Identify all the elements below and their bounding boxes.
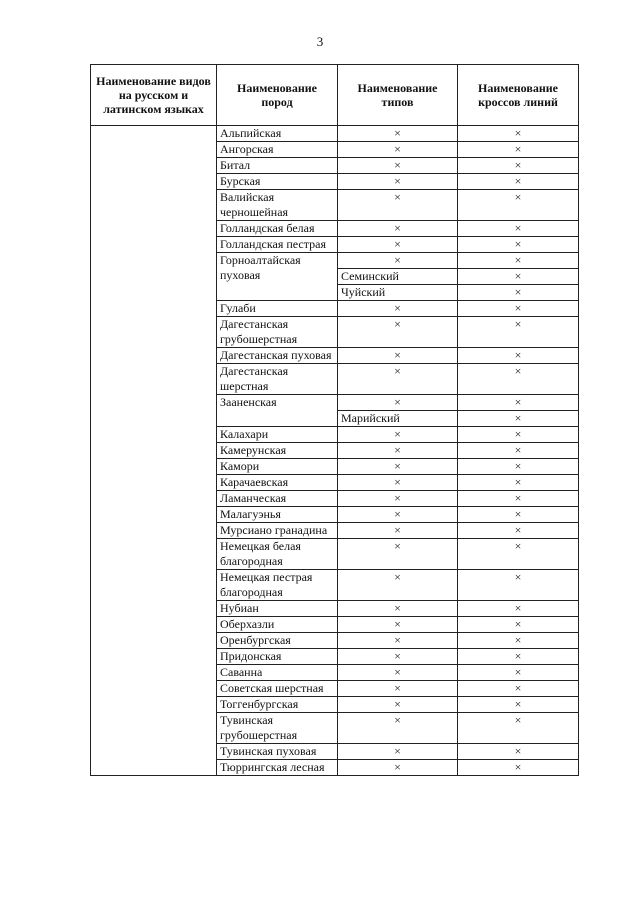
breed-cell: Голландская белая xyxy=(217,221,338,237)
cross-cell: × xyxy=(458,221,579,237)
type-cell: × xyxy=(338,301,458,317)
type-cell: × xyxy=(338,601,458,617)
header-breeds: Наименование пород xyxy=(217,65,338,126)
breed-cell: Валийская черношейная xyxy=(217,190,338,221)
type-cell: × xyxy=(338,158,458,174)
cross-cell: × xyxy=(458,174,579,190)
type-cell: × xyxy=(338,760,458,776)
breed-cell: Гулаби xyxy=(217,301,338,317)
cross-cell: × xyxy=(458,364,579,395)
cross-cell: × xyxy=(458,697,579,713)
breed-cell: Тюррингская лесная xyxy=(217,760,338,776)
cross-cell: × xyxy=(458,427,579,443)
breeds-table xyxy=(90,64,579,776)
breed-cell: Карачаевская xyxy=(217,475,338,491)
species-cell xyxy=(91,126,217,776)
type-cell: × xyxy=(338,126,458,142)
type-cell: × xyxy=(338,221,458,237)
type-cell: × xyxy=(338,317,458,348)
cross-cell: × xyxy=(458,459,579,475)
type-cell: × xyxy=(338,348,458,364)
cross-cell: × xyxy=(458,317,579,348)
breed-cell: Саванна xyxy=(217,665,338,681)
cross-cell: × xyxy=(458,158,579,174)
type-cell: × xyxy=(338,190,458,221)
cross-cell: × xyxy=(458,348,579,364)
header-species: Наименование видов на русском и латинском языках xyxy=(91,65,217,126)
breed-cell: Ламанческая xyxy=(217,491,338,507)
breed-cell: Дагестанская грубошерстная xyxy=(217,317,338,348)
cross-cell: × xyxy=(458,633,579,649)
type-cell: × xyxy=(338,523,458,539)
breed-cell: Камори xyxy=(217,459,338,475)
type-cell: × xyxy=(338,570,458,601)
type-cell: × xyxy=(338,427,458,443)
cross-cell: × xyxy=(458,395,579,411)
cross-cell: × xyxy=(458,507,579,523)
breed-cell: Битал xyxy=(217,158,338,174)
breed-cell: Дагестанская пуховая xyxy=(217,348,338,364)
cross-cell: × xyxy=(458,713,579,744)
breed-cell: Немецкая пестрая благородная xyxy=(217,570,338,601)
breed-cell: Калахари xyxy=(217,427,338,443)
type-cell: Чуйский xyxy=(338,285,458,301)
breed-cell: Оберхазли xyxy=(217,617,338,633)
header-row xyxy=(91,65,579,126)
table-row xyxy=(91,126,579,142)
cross-cell: × xyxy=(458,523,579,539)
type-cell: × xyxy=(338,617,458,633)
breed-cell: Нубиан xyxy=(217,601,338,617)
type-cell: × xyxy=(338,744,458,760)
cross-cell: × xyxy=(458,539,579,570)
cross-cell: × xyxy=(458,491,579,507)
breed-cell: Советская шерстная xyxy=(217,681,338,697)
cross-cell: × xyxy=(458,443,579,459)
cross-cell: × xyxy=(458,126,579,142)
table-body xyxy=(91,126,579,776)
breed-cell: Ангорская xyxy=(217,142,338,158)
breed-cell: Дагестанская шерстная xyxy=(217,364,338,395)
cross-cell: × xyxy=(458,301,579,317)
type-cell: × xyxy=(338,649,458,665)
breed-cell: Голландская пестрая xyxy=(217,237,338,253)
type-cell: × xyxy=(338,681,458,697)
type-cell: × xyxy=(338,364,458,395)
page-number: 3 xyxy=(316,34,324,49)
cross-cell: × xyxy=(458,142,579,158)
breed-cell: Тувинская пуховая xyxy=(217,744,338,760)
cross-cell: × xyxy=(458,744,579,760)
cross-cell: × xyxy=(458,253,579,269)
type-cell: × xyxy=(338,697,458,713)
type-cell: × xyxy=(338,633,458,649)
cross-cell: × xyxy=(458,269,579,285)
type-cell: Семинский xyxy=(338,269,458,285)
cross-cell: × xyxy=(458,475,579,491)
breed-cell: Горноалтайская пуховая xyxy=(217,253,338,301)
breed-cell: Зааненская xyxy=(217,395,338,427)
type-cell: × xyxy=(338,142,458,158)
header-types: Наименование типов xyxy=(338,65,458,126)
breed-cell: Придонская xyxy=(217,649,338,665)
cross-cell: × xyxy=(458,617,579,633)
breed-cell: Малагуэнья xyxy=(217,507,338,523)
type-cell: × xyxy=(338,665,458,681)
type-cell: × xyxy=(338,174,458,190)
header-crosses: Наименование кроссов линий xyxy=(458,65,579,126)
type-cell: × xyxy=(338,507,458,523)
cross-cell: × xyxy=(458,649,579,665)
cross-cell: × xyxy=(458,190,579,221)
type-cell: × xyxy=(338,713,458,744)
breed-cell: Тоггенбургская xyxy=(217,697,338,713)
breed-cell: Бурская xyxy=(217,174,338,190)
cross-cell: × xyxy=(458,665,579,681)
type-cell: × xyxy=(338,253,458,269)
breed-cell: Немецкая белая благородная xyxy=(217,539,338,570)
type-cell: × xyxy=(338,237,458,253)
cross-cell: × xyxy=(458,601,579,617)
type-cell: × xyxy=(338,491,458,507)
type-cell: Марийский xyxy=(338,411,458,427)
type-cell: × xyxy=(338,395,458,411)
cross-cell: × xyxy=(458,237,579,253)
type-cell: × xyxy=(338,475,458,491)
cross-cell: × xyxy=(458,681,579,697)
cross-cell: × xyxy=(458,760,579,776)
cross-cell: × xyxy=(458,285,579,301)
breed-cell: Альпийская xyxy=(217,126,338,142)
type-cell: × xyxy=(338,443,458,459)
breed-cell: Камерунская xyxy=(217,443,338,459)
cross-cell: × xyxy=(458,570,579,601)
breed-cell: Оренбургская xyxy=(217,633,338,649)
type-cell: × xyxy=(338,539,458,570)
cross-cell: × xyxy=(458,411,579,427)
breed-cell: Тувинская грубошерстная xyxy=(217,713,338,744)
type-cell: × xyxy=(338,459,458,475)
breed-cell: Мурсиано гранадина xyxy=(217,523,338,539)
